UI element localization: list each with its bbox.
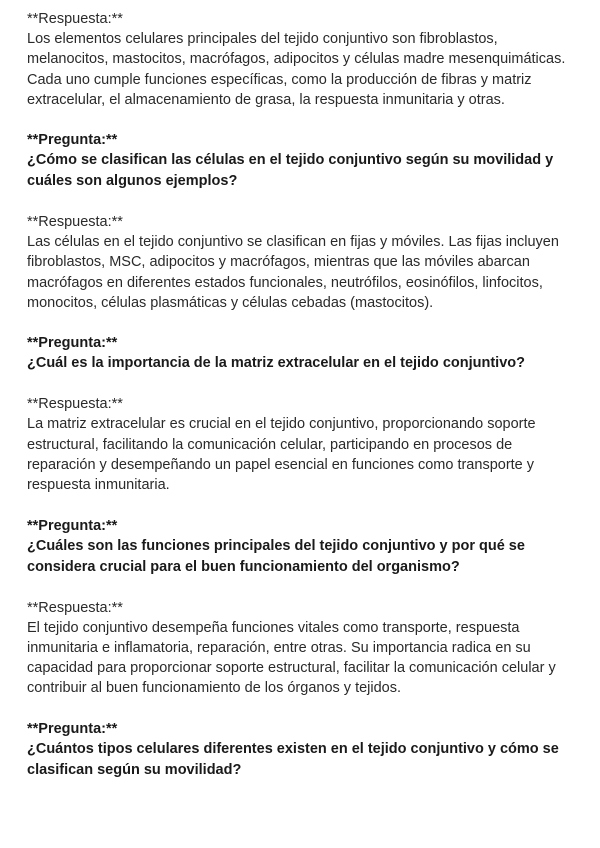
spacer (27, 578, 574, 598)
question-text: ¿Cuáles son las funciones principales del tejido conjuntivo y por qué se considera crucial para el buen funcionamiento del organismo? (27, 537, 525, 575)
answer-block-1 (27, 9, 574, 110)
answer-block-3 (27, 394, 574, 495)
answer-label: **Respuesta:** (27, 599, 123, 616)
answer-text: La matriz extracelular es crucial en el tejido conjuntivo, proporcionando soporte estructural, facilitando la comunicación celular, participando en procesos de reparación y desempeñando un papel esencial en funciones como transporte y respuesta inmunitaria. (27, 416, 536, 494)
question-text: ¿Cómo se clasifican las células en el tejido conjuntivo según su movilidad y cuáles son algunos ejemplos? (27, 152, 554, 190)
spacer (27, 699, 574, 719)
answer-block-2 (27, 212, 574, 313)
question-label: **Pregunta:** (27, 517, 118, 534)
question-block-4 (27, 719, 574, 781)
answer-text: Las células en el tejido conjuntivo se clasifican en fijas y móviles. Las fijas incluyen fibroblastos, MSC, adipocitos y macrófagos, mientras que las móviles abarcan macrófagos en diferentes estados funcionales, neutrófilos, eosinófilos, linfocitos, monocitos, células plasmáticas y células cebadas (mastocitos). (27, 234, 559, 312)
question-block-1 (27, 130, 574, 192)
answer-block-4 (27, 598, 574, 699)
question-text: ¿Cuál es la importancia de la matriz extracelular en el tejido conjuntivo? (27, 355, 525, 372)
question-label: **Pregunta:** (27, 720, 118, 737)
answer-text: Los elementos celulares principales del tejido conjuntivo son fibroblastos, melanocitos, mastocitos, macrófagos, adipocitos y células madre mesenquimáticas. Cada uno cumple funciones específicas, como la producción de fibras y matriz extracelular, el almacenamiento de grasa, la respuesta inmunitaria y otras. (27, 31, 566, 108)
question-label: **Pregunta:** (27, 335, 118, 352)
answer-label: **Respuesta:** (27, 396, 123, 413)
spacer (27, 192, 574, 212)
question-block-3 (27, 516, 574, 578)
answer-label: **Respuesta:** (27, 11, 123, 27)
spacer (27, 313, 574, 333)
spacer (27, 110, 574, 130)
question-block-2 (27, 333, 574, 374)
spacer (27, 374, 574, 394)
answer-text: El tejido conjuntivo desempeña funciones vitales como transporte, respuesta inmunitaria e inflamatoria, reparación, entre otras. Su importancia radica en su capacidad para proporcionar soporte estructural, facilitar la comunicación celular y contribuir al buen funcionamiento de los órganos y tejidos. (27, 619, 556, 697)
question-text: ¿Cuántos tipos celulares diferentes existen en el tejido conjuntivo y cómo se clasifican según su movilidad? (27, 740, 559, 778)
question-label: **Pregunta:** (27, 132, 118, 149)
spacer (27, 496, 574, 516)
answer-label: **Respuesta:** (27, 214, 123, 231)
